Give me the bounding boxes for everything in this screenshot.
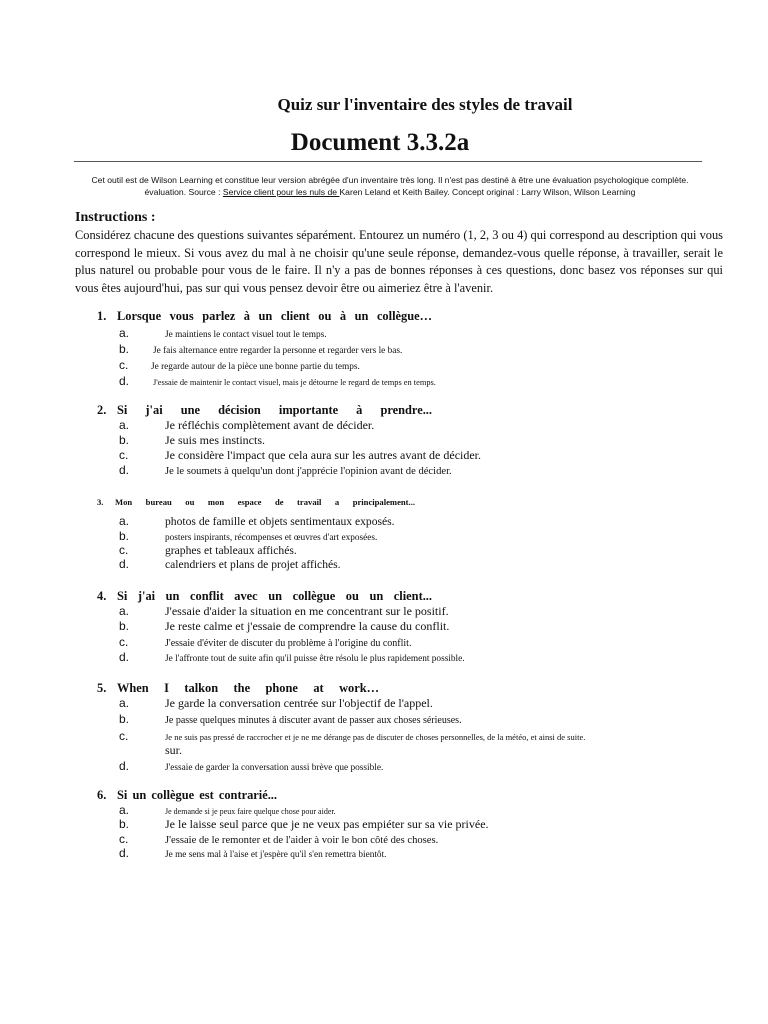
option-c[interactable] — [97, 358, 436, 372]
option-a[interactable] — [97, 326, 436, 340]
credit-line-2 — [70, 187, 710, 199]
option-a[interactable] — [97, 604, 465, 619]
option-text: J'essaie d'éviter de discuter du problème à l'origine du conflit. — [165, 638, 412, 649]
option-c[interactable] — [97, 832, 489, 846]
option-text: photos de famille et objets sentimentaux exposés. — [165, 515, 395, 528]
option-letter: d. — [119, 846, 130, 860]
option-text: Je garde la conversation centrée sur l'objectif de l'appel. — [165, 696, 433, 710]
quiz-title: Quiz sur l'inventaire des styles de travail — [277, 95, 573, 114]
option-letter: c. — [119, 358, 129, 372]
option-text: J'essaie d'aider la situation en me concentrant sur le positif. — [165, 604, 449, 618]
option-letter: a. — [119, 514, 130, 528]
question-text: Lorsque vous parlez à un client ou à un collègue… — [117, 309, 432, 323]
question-text: Si j'ai une décision importante à prendre... — [117, 403, 432, 417]
option-letter: d. — [119, 557, 130, 571]
option-d[interactable] — [97, 463, 481, 477]
question-header — [97, 308, 436, 324]
question-text: Si un collègue est contrarié... — [117, 788, 277, 802]
option-letter: a. — [119, 326, 130, 340]
option-text: J'essaie de le remonter et de l'aider à voir le bon côté des choses. — [165, 835, 439, 846]
question-text: Si j'ai un conflit avec un collègue ou un client... — [117, 589, 432, 603]
question-header — [97, 588, 465, 604]
option-c[interactable] — [97, 635, 465, 649]
option-letter: b. — [119, 529, 130, 543]
option-text: J'essaie de maintenir le contact visuel, mais je détourne le regard de temps en temps. — [153, 378, 436, 387]
question-6 — [97, 787, 489, 860]
credit-line-1: Cet outil est de Wilson Learning et constitue leur version abrégée d'un inventaire très long. Il n'est pas destiné à être une évaluation psychologique complète. — [91, 175, 689, 185]
option-text: graphes et tableaux affichés. — [165, 544, 297, 557]
option-letter: c. — [119, 635, 129, 649]
option-d[interactable] — [97, 374, 436, 388]
question-2 — [97, 402, 481, 477]
question-5 — [97, 680, 585, 773]
option-b[interactable] — [97, 529, 415, 543]
option-text: Je le soumets à quelqu'un dont j'apprécie l'opinion avant de décider. — [165, 466, 452, 477]
question-1 — [97, 308, 436, 388]
question-header — [97, 787, 489, 803]
option-letter: d. — [119, 759, 130, 773]
option-text: Je le laisse seul parce que je ne veux pas empiéter sur sa vie privée. — [165, 817, 489, 831]
option-text: J'essaie de garder la conversation aussi brève que possible. — [165, 763, 384, 773]
option-letter: a. — [119, 418, 130, 432]
option-letter: b. — [119, 712, 130, 726]
option-letter: b. — [119, 433, 130, 447]
option-letter: a. — [119, 803, 130, 817]
option-letter: c. — [119, 832, 129, 846]
option-letter: d. — [119, 374, 130, 388]
option-d[interactable] — [97, 846, 489, 860]
option-c[interactable] — [97, 729, 585, 743]
option-a[interactable] — [97, 514, 415, 528]
option-letter: a. — [119, 604, 130, 618]
option-text: calendriers et plans de projet affichés. — [165, 558, 341, 571]
option-a[interactable] — [97, 696, 585, 711]
option-a[interactable] — [97, 418, 481, 433]
option-letter: b. — [119, 619, 130, 633]
question-text: Mon bureau ou mon espace de travail a principalement... — [115, 497, 415, 507]
question-text: When I talkon the phone at work… — [117, 681, 379, 695]
option-text: Je l'affronte tout de suite afin qu'il puisse être résolu le plus rapidement possible. — [165, 654, 465, 664]
option-letter: c. — [119, 448, 129, 462]
source-credit — [70, 175, 710, 198]
option-d[interactable] — [97, 557, 415, 571]
option-b[interactable] — [97, 342, 436, 356]
question-number: 1. — [97, 309, 107, 323]
question-number: 2. — [97, 403, 107, 417]
option-c-continuation: sur. — [165, 743, 183, 757]
title-divider — [74, 161, 702, 162]
option-b[interactable] — [97, 619, 465, 634]
option-c[interactable] — [97, 543, 415, 557]
option-text: Je passe quelques minutes à discuter avant de passer aux choses sérieuses. — [165, 715, 462, 726]
option-letter: a. — [119, 696, 130, 710]
option-text: Je reste calme et j'essaie de comprendre la cause du conflit. — [165, 619, 450, 633]
question-4 — [97, 588, 465, 664]
option-text: Je demande si je peux faire quelque chose pour aider. — [165, 807, 336, 816]
option-d[interactable] — [97, 759, 585, 773]
credit-suffix: Karen Leland et Keith Bailey. Concept original : Larry Wilson, Wilson Learning — [339, 186, 636, 197]
option-b[interactable] — [97, 817, 489, 832]
instructions-text: Considérez chacune des questions suivantes séparément. Entourez un numéro (1, 2, 3 ou 4) qui correspond au description qui vous correspond le mieux. Si vous avez du mal à ne choisir qu'une seule réponse, demandez-vous quelle réponse, à travailler, serait le plus naturel ou probable pour vous de le faire. Il n'y a pas de bonnes réponses à ces questions, donc basez vos réponses sur qui vous êtes aujourd'hui, pas sur qui vous pensez devoir être ou aimeriez être à l'avenir. — [75, 228, 723, 295]
option-a[interactable] — [97, 803, 489, 817]
question-header — [97, 494, 415, 510]
option-letter: d. — [119, 463, 130, 477]
option-text: posters inspirants, récompenses et œuvres d'art exposées. — [165, 533, 378, 543]
credit-prefix: évaluation. Source : — [144, 186, 223, 197]
question-number: 4. — [97, 589, 107, 603]
option-letter: c. — [119, 543, 129, 557]
option-d[interactable] — [97, 650, 465, 664]
question-number: 6. — [97, 788, 107, 802]
question-header — [97, 680, 585, 696]
option-letter: c. — [119, 729, 129, 743]
option-text: Je ne suis pas pressé de raccrocher et je ne me dérange pas de discuter de choses personnelles, de la météo, et ainsi de suite. — [165, 732, 586, 742]
option-text: Je me sens mal à l'aise et j'espère qu'il s'en remettra bientôt. — [165, 850, 387, 860]
option-text: Je considère l'impact que cela aura sur les autres avant de décider. — [165, 448, 482, 462]
document-title: Document 3.3.2a — [290, 129, 470, 156]
option-letter: b. — [119, 342, 130, 356]
option-letter: b. — [119, 817, 130, 831]
option-text: Je suis mes instincts. — [165, 433, 266, 447]
option-b[interactable] — [97, 712, 585, 726]
option-text: Je réfléchis complètement avant de décider. — [165, 418, 375, 432]
instructions-heading: Instructions : — [75, 210, 156, 225]
option-b[interactable] — [97, 433, 481, 448]
question-number: 3. — [97, 497, 104, 507]
question-3 — [97, 494, 415, 571]
option-c[interactable] — [97, 448, 481, 463]
question-header — [97, 402, 481, 418]
option-text: Je maintiens le contact visuel tout le temps. — [165, 330, 327, 340]
option-text: Je fais alternance entre regarder la personne et regarder vers le bas. — [153, 346, 403, 356]
option-text: Je regarde autour de la pièce une bonne partie du temps. — [151, 362, 360, 372]
question-number: 5. — [97, 681, 107, 695]
source-book-title: Service client pour les nuls de — [222, 186, 340, 197]
option-letter: d. — [119, 650, 130, 664]
